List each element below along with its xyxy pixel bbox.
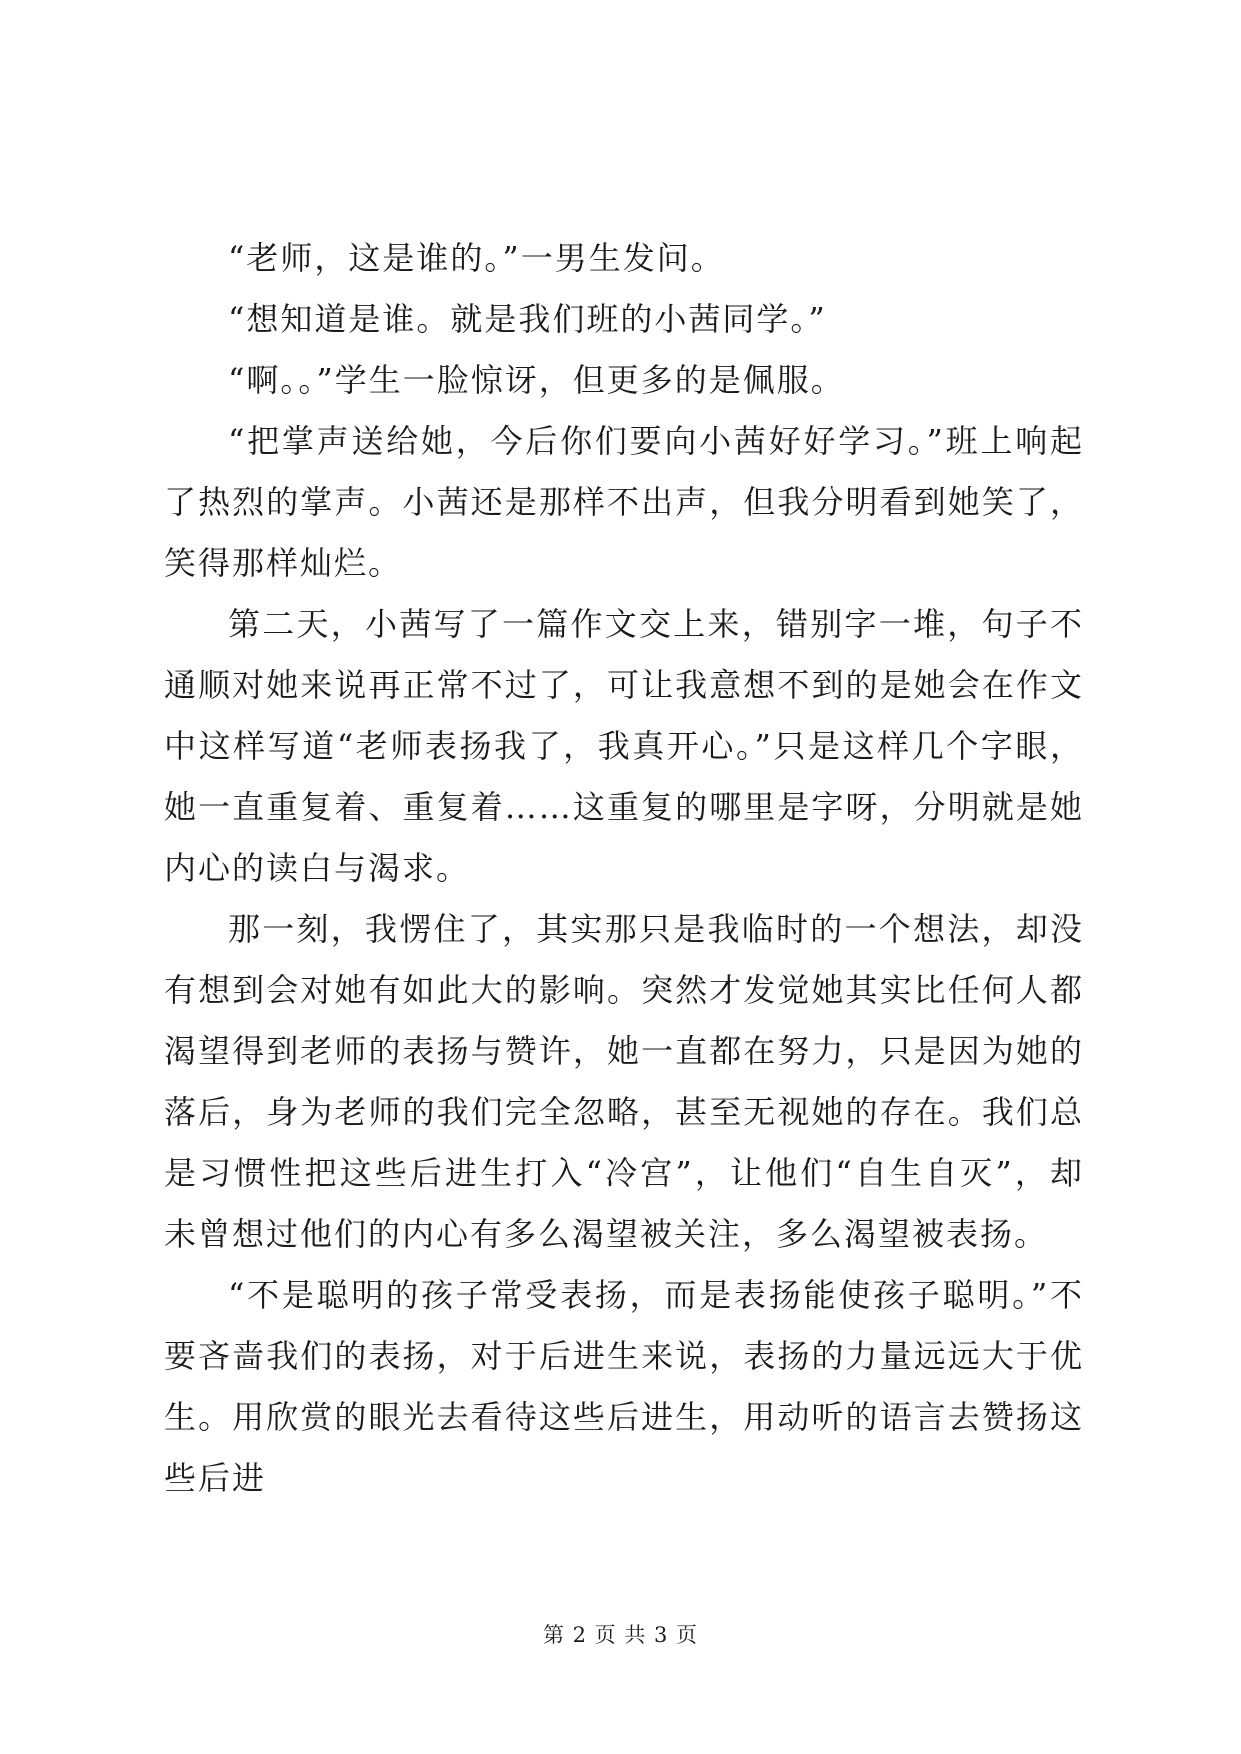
paragraph: “想知道是谁。就是我们班的小茜同学。” [228,300,827,338]
paragraph: “不是聪明的孩子常受表扬，而是表扬能使孩子聪明。”不要吝啬我们的表扬，对于后进生来说，表扬的力量远远大于优生。用欣赏的眼光去看待这些后进生，用动听的语言去赞扬这些后进 [164,1276,1084,1497]
paragraph: 那一刻，我愣住了，其实那只是我临时的一个想法，却没有想到会对她有如此大的影响。突然才发觉她其实比任何人都渴望得到老师的表扬与赞许，她一直都在努力，只是因为她的落后，身为老师的我们完全忽略，甚至无视她的存在。我们总是习惯性把这些后进生打入“冷宫”，让他们“自生自灭”，却未曾想过他们的内心有多么渴望被关注，多么渴望被表扬。 [164,910,1084,1253]
document-body [164,228,1084,1509]
paragraph: “老师，这是谁的。”一男生发问。 [228,239,725,277]
paragraph: “啊。。”学生一脸惊讶，但更多的是佩服。 [228,361,845,399]
paragraph: 第二天，小茜写了一篇作文交上来，错别字一堆，句子不通顺对她来说再正常不过了，可让我意想不到的是她会在作文中这样写道“老师表扬我了，我真开心。”只是这样几个字眼，她一直重复着、重复着……这重复的哪里是字呀，分明就是她内心的读白与渴求。 [164,605,1084,887]
paragraph: “把掌声送给她，今后你们要向小茜好好学习。”班上响起了热烈的掌声。小茜还是那样不出声，但我分明看到她笑了，笑得那样灿烂。 [164,422,1084,582]
page-number-footer: 第 2 页 共 3 页 [542,1623,699,1647]
